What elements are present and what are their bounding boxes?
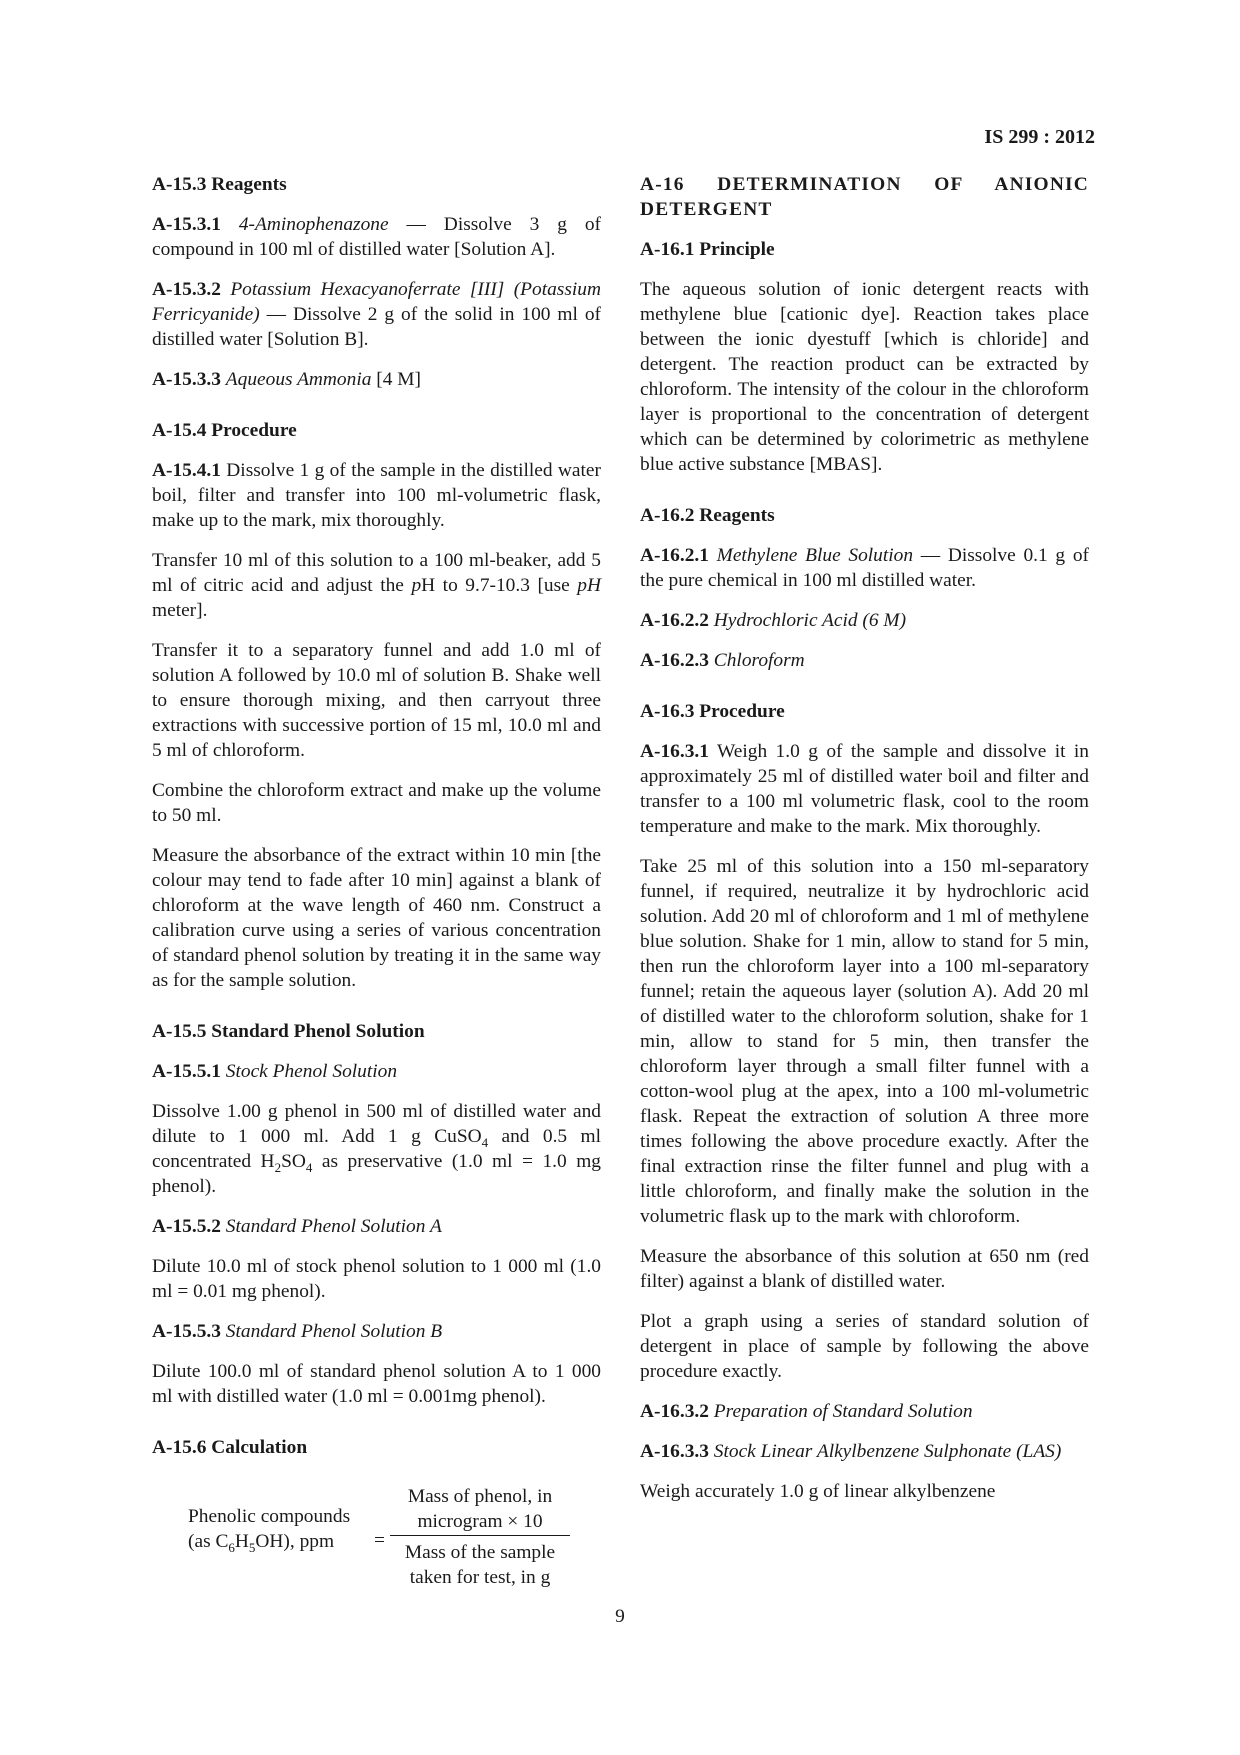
clause: A-15.5.1 Stock Phenol Solution xyxy=(152,1061,398,1082)
clause: A-16.3.3 Stock Linear Alkylbenzene Sulphonate (LAS) xyxy=(640,1441,1062,1462)
clause: A-16.3.1 Weigh 1.0 g of the sample and dissolve it in approximately 25 ml of distilled water boil and filter and transfer to a 100 ml volumetric flask, cool to the room temperature and make to the mark. Mix thoroughly. xyxy=(640,741,1089,837)
clause: A-16.3.2 Preparation of Standard Solution xyxy=(640,1401,973,1422)
formula-numerator: Mass of phenol, in microgram × 10 xyxy=(407,1486,553,1532)
section-heading: A-16.2 Reagents xyxy=(640,505,775,526)
paragraph: Measure the absorbance of the extract within 10 min [the colour may tend to fade after 10 min] against a blank of chloroform at the wave length of 460 nm. Construct a calibration curve using a series of various concentration of standard phenol solution by treating it in the same way as for the sample solution. xyxy=(152,845,601,991)
clause: A-15.5.3 Standard Phenol Solution B xyxy=(152,1321,443,1342)
clause: A-16.2.2 Hydrochloric Acid (6 M) xyxy=(640,610,907,631)
section-heading: A-15.5 Standard Phenol Solution xyxy=(152,1021,425,1042)
paragraph: Transfer it to a separatory funnel and add 1.0 ml of solution A followed by 10.0 ml of solution B. Shake well to ensure thorough mixing, and then carryout three extractions with successive portion of 15 ml, 10.0 ml and 5 ml of chloroform. xyxy=(152,640,601,761)
page-number: 9 xyxy=(615,1606,625,1627)
fraction-bar xyxy=(390,1535,570,1536)
paragraph: Take 25 ml of this solution into a 150 ml-separatory funnel, if required, neutralize it by hydrochloric acid solution. Add 20 ml of chloroform and 1 ml of methylene blue solution. Shake for 1 min, allow to stand for 5 min, then run the chloroform layer into a 100 ml-separatory funnel; retain the aqueous layer (solution A). Add 20 ml of distilled water to the chloroform solution, shake for 1 min, allow to stand for 5 min, then transfer the chloroform layer through a small filter funnel with a cotton-wool plug at the apex, into a 100 ml-volumetric flask. Repeat the extraction of solution A three more times following the above procedure exactly. After the final extraction rinse the filter funnel and plug with a little chloroform, and finally make the solution in the volumetric flask up to the mark with chloroform. xyxy=(640,856,1089,1227)
clause: A-15.5.2 Standard Phenol Solution A xyxy=(152,1216,442,1237)
paragraph: Dissolve 1.00 g phenol in 500 ml of distilled water and dilute to 1 000 ml. Add 1 g CuSO$_4$ and 0.5 ml concentrated $H_2SO_4$ as preservative (1.0 ml = 1.0 mg phenol). xyxy=(152,1101,602,1197)
clause: A-16.2.3 Chloroform xyxy=(640,650,805,671)
paragraph: Dilute 10.0 ml of stock phenol solution to 1 000 ml (1.0 ml = 0.01 mg phenol). xyxy=(152,1256,601,1302)
section-heading: A-15.4 Procedure xyxy=(152,420,297,441)
clause: A-15.3.2 Potassium Hexacyanoferrate [III] (Potassium Ferricyanide) — Dissolve 2 g of the solid in 100 ml of distilled water [Solution B]. xyxy=(152,279,601,350)
formula-denominator: Mass of the sample taken for test, in g xyxy=(404,1542,556,1588)
clause: A-15.3.3 Aqueous Ammonia [4 M] xyxy=(152,369,421,390)
section-heading: A-15.3 Reagents xyxy=(152,174,287,195)
paragraph: Combine the chloroform extract and make up the volume to 50 ml. xyxy=(152,780,601,826)
formula-label: Phenolic compounds (as $C_6H_5OH$), ppm xyxy=(188,1506,351,1555)
paragraph: Plot a graph using a series of standard solution of detergent in place of sample by following the above procedure exactly. xyxy=(640,1311,1089,1382)
paragraph: The aqueous solution of ionic detergent reacts with methylene blue [cationic dye]. Reaction takes place between the ionic dyestuff [which is chloride] and detergent. The reaction product can be extracted by chloroform. The intensity of the colour in the chloroform layer is proportional to the concentration of detergent which can be determined by colorimetric as methylene blue active substance [MBAS]. xyxy=(640,279,1089,475)
standard-number: IS 299 : 2012 xyxy=(984,126,1095,148)
main-heading: A-16 DETERMINATION OF ANIONIC DETERGENT xyxy=(640,174,1089,220)
paragraph: Measure the absorbance of this solution at 650 nm (red filter) against a blank of distilled water. xyxy=(640,1246,1089,1292)
paragraph: Transfer 10 ml of this solution to a 100 ml-beaker, add 5 ml of citric acid and adjust the pH to 9.7-10.3 [use pH meter]. xyxy=(152,550,601,621)
right-column xyxy=(640,172,1089,1519)
paragraph: Weigh accurately 1.0 g of linear alkylbenzene xyxy=(640,1481,996,1502)
clause: A-15.3.1 4-Aminophenazone — Dissolve 3 g of compound in 100 ml of distilled water [Solution A]. xyxy=(152,214,601,260)
section-heading: A-16.1 Principle xyxy=(640,239,775,260)
formula-equals: = xyxy=(374,1530,385,1551)
clause: A-15.4.1 Dissolve 1 g of the sample in the distilled water boil, filter and transfer into 100 ml-volumetric flask, make up to the mark, mix thoroughly. xyxy=(152,460,601,531)
section-heading: A-15.6 Calculation xyxy=(152,1437,308,1458)
left-column xyxy=(152,172,601,1604)
paragraph: Dilute 100.0 ml of standard phenol solution A to 1 000 ml with distilled water (1.0 ml = 0.001mg phenol). xyxy=(152,1361,601,1407)
clause: A-16.2.1 Methylene Blue Solution — Dissolve 0.1 g of the pure chemical in 100 ml distilled water. xyxy=(640,545,1089,591)
calculation-formula xyxy=(152,1484,601,1604)
section-heading: A-16.3 Procedure xyxy=(640,701,785,722)
